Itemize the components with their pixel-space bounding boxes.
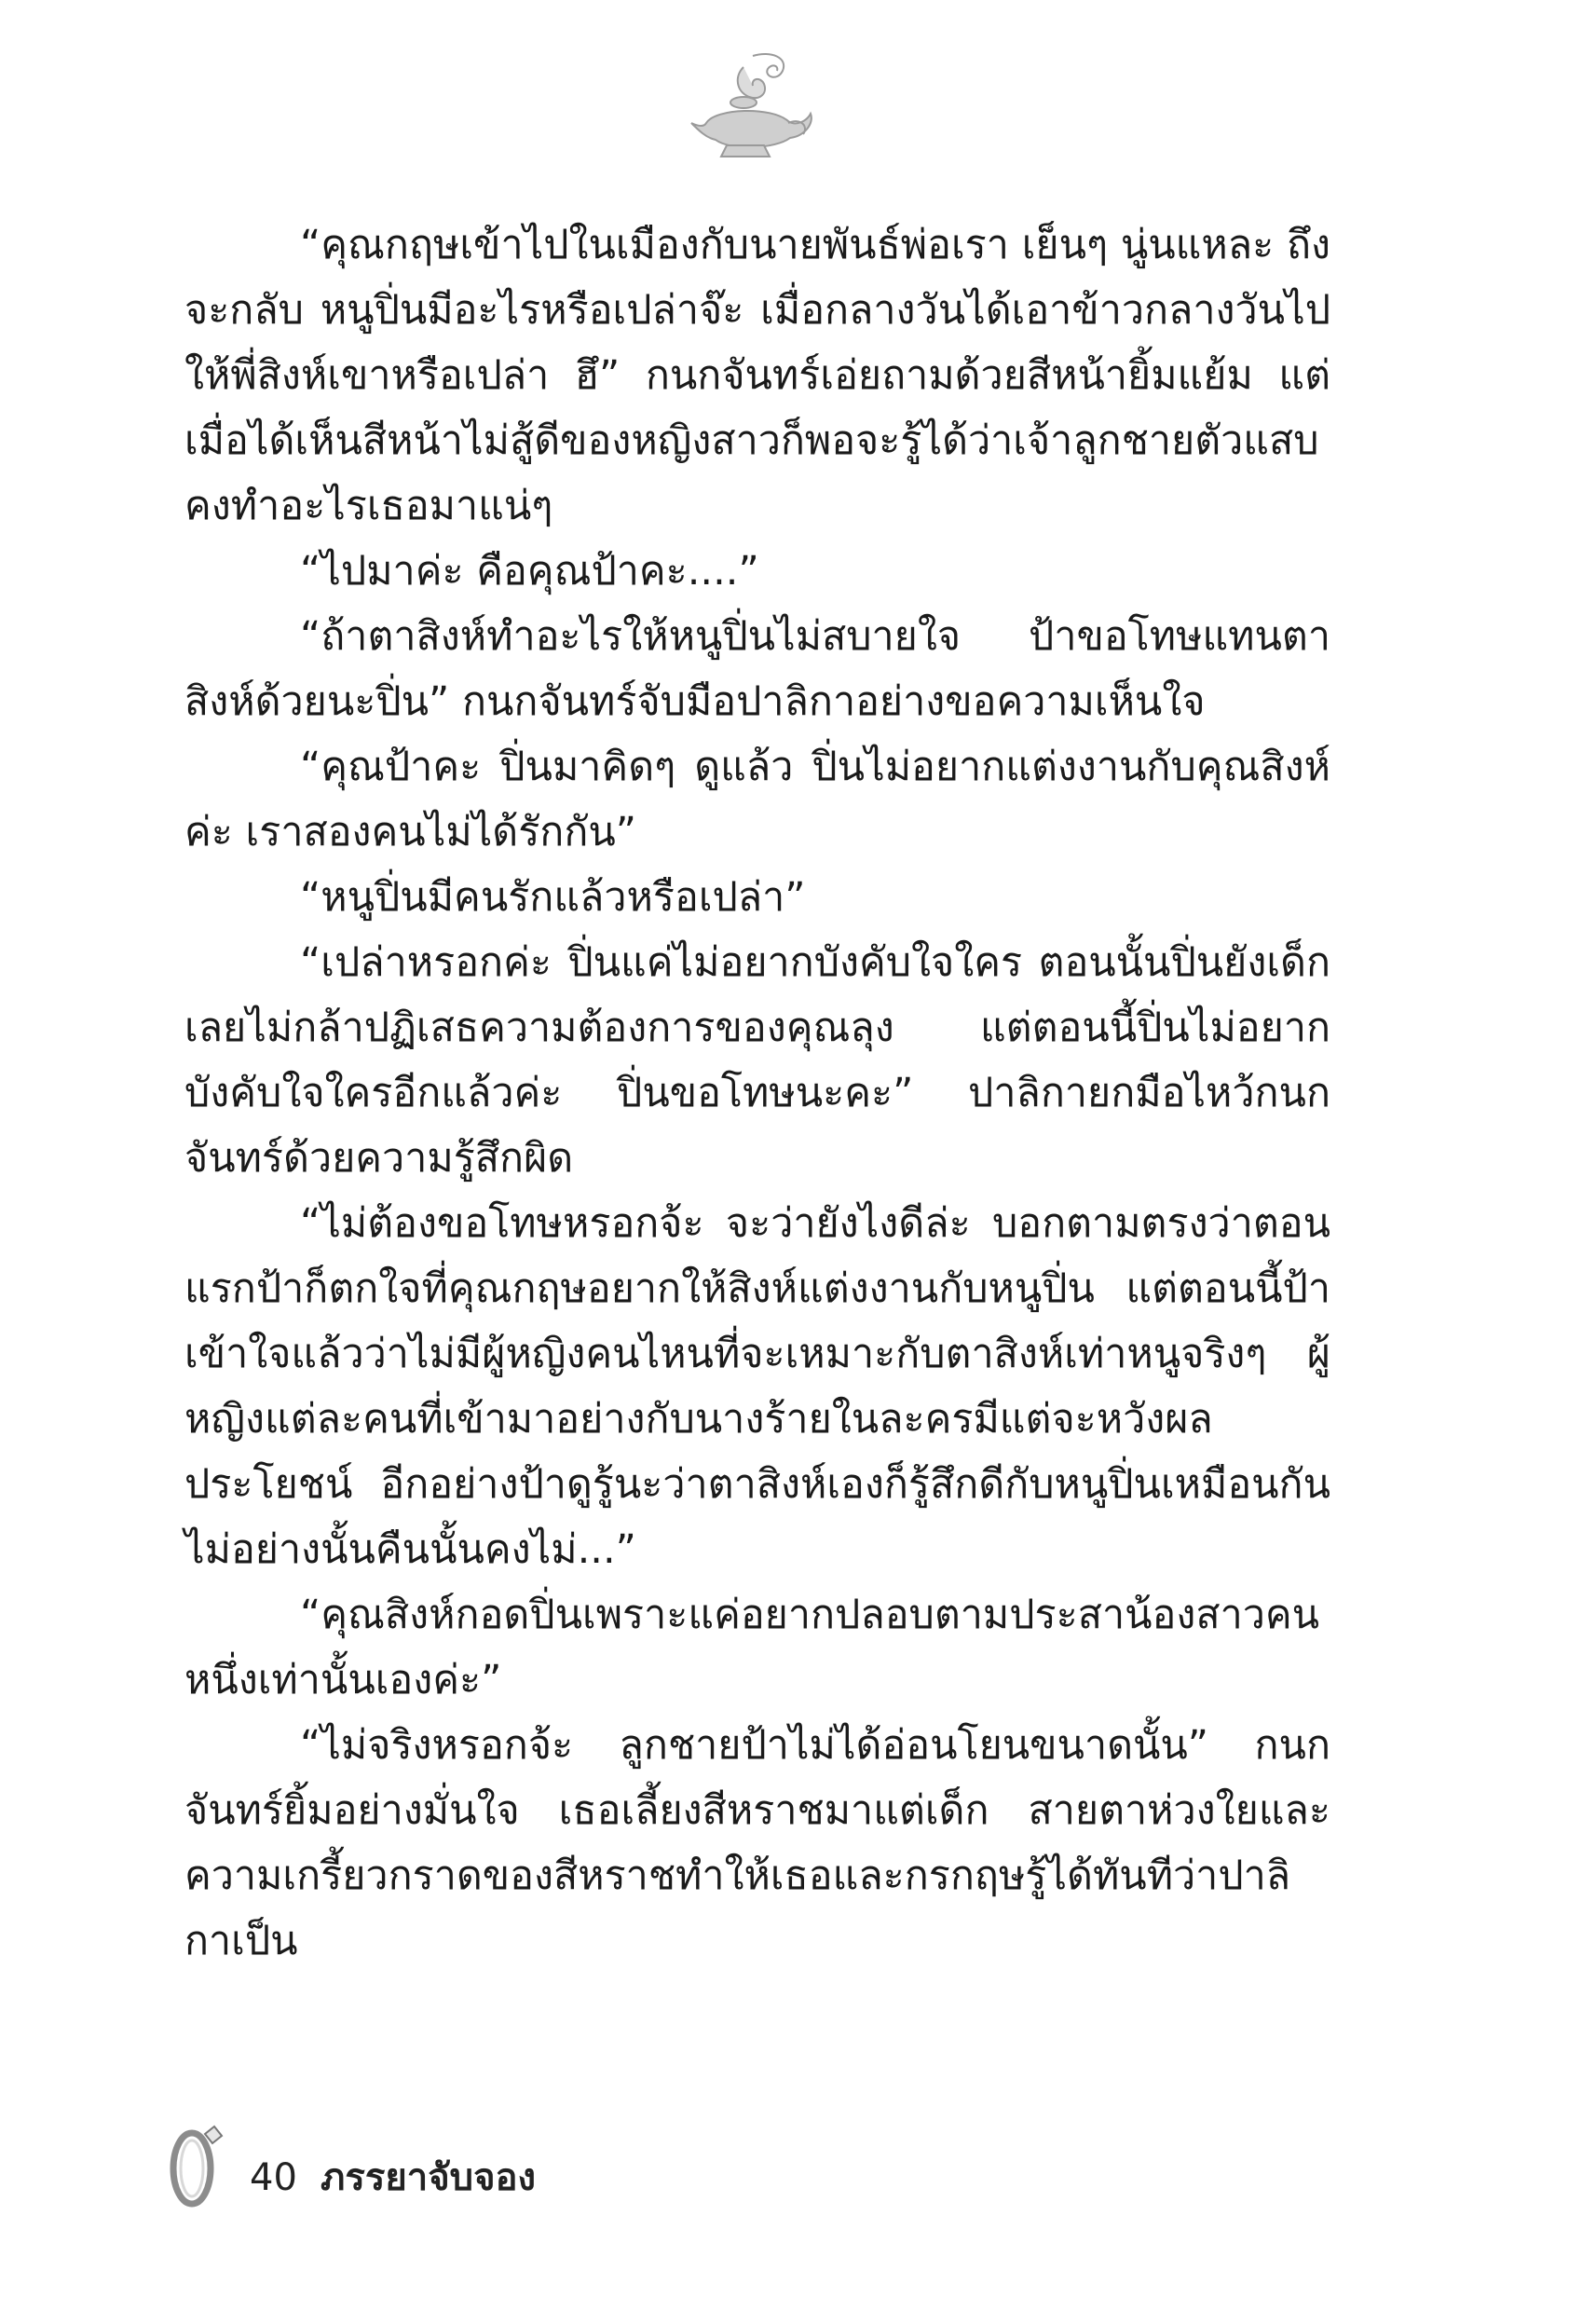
paragraph: “คุณกฤษเข้าไปในเมืองกับนายพันธ์พ่อเรา เย็นๆ นู่นแหละ ถึงจะกลับ หนูปิ่นมีอะไรหรือเปล่าจ๊ะ เมื่อกลางวันได้เอาข้าวกลางวันไปให้พี่สิงห์เขาหรือเปล่า ฮึ” กนกจันทร์เอ่ยถามด้วยสีหน้ายิ้มแย้ม แต่เมื่อได้เห็นสีหน้าไม่สู้ดีของหญิงสาวก็พอจะรู้ได้ว่าเจ้าลูกชายตัวแสบคงทำอะไรเธอมาแน่ๆ (184, 222, 1330, 529)
paragraph: “ไม่ต้องขอโทษหรอกจ้ะ จะว่ายังไงดีล่ะ บอกตามตรงว่าตอนแรกป้าก็ตกใจที่คุณกฤษอยากให้สิงห์แต่งงานกับหนูปิ่น แต่ตอนนี้ป้าเข้าใจแล้วว่าไม่มีผู้หญิงคนไหนที่จะเหมาะกับตาสิงห์เท่าหนูจริงๆ ผู้หญิงแต่ละคนที่เข้ามาอย่างกับนางร้ายในละครมีแต่จะหวังผลประโยชน์ อีกอย่างป้าดูรู้นะว่าตาสิงห์เองก็รู้สึกดีกับหนูปิ่นเหมือนกัน ไม่อย่างนั้นคืนนั้นคงไม่...” (184, 1200, 1330, 1573)
paragraph: “คุณป้าคะ ปิ่นมาคิดๆ ดูแล้ว ปิ่นไม่อยากแต่งงานกับคุณสิงห์ค่ะ เราสองคนไม่ได้รักกัน” (184, 744, 1330, 855)
paragraph: “คุณสิงห์กอดปิ่นเพราะแค่อยากปลอบตามประสาน้องสาวคนหนึ่งเท่านั้นเองค่ะ” (184, 1592, 1320, 1703)
paragraph: “หนูปิ่นมีคนรักแล้วหรือเปล่า” (300, 874, 806, 921)
paragraph: “ถ้าตาสิงห์ทำอะไรให้หนูปิ่นไม่สบายใจ ป้าขอโทษแทนตาสิงห์ด้วยนะปิ่น” กนกจันทร์จับมือปาลิกาอย่างขอความเห็นใจ (184, 613, 1330, 725)
body-text (184, 212, 1330, 1974)
ring-icon (164, 2117, 229, 2210)
page-number: 40 (250, 2156, 297, 2199)
paragraph: “เปล่าหรอกค่ะ ปิ่นแค่ไม่อยากบังคับใจใคร ตอนนั้นปิ่นยังเด็กเลยไม่กล้าปฏิเสธความต้องการของคุณลุง แต่ตอนนี้ปิ่นไม่อยากบังคับใจใครอีกแล้วค่ะ ปิ่นขอโทษนะคะ” ปาลิกายกมือไหว้กนกจันทร์ด้วยความรู้สึกผิด (184, 939, 1330, 1182)
genie-lamp-icon (678, 48, 818, 170)
page-footer (164, 2117, 816, 2220)
paragraph: “ไม่จริงหรอกจ้ะ ลูกชายป้าไม่ได้อ่อนโยนขนาดนั้น” กนกจันทร์ยิ้มอย่างมั่นใจ เธอเลี้ยงสีหราชมาแต่เด็ก สายตาห่วงใยและความเกรี้ยวกราดของสีหราชทำให้เธอและกรกฤษรู้ได้ทันทีว่าปาลิกาเป็น (184, 1722, 1330, 1964)
paragraph: “ไปมาค่ะ คือคุณป้าคะ....” (300, 548, 759, 595)
book-title: ภรรยาจับจอง (321, 2156, 537, 2199)
